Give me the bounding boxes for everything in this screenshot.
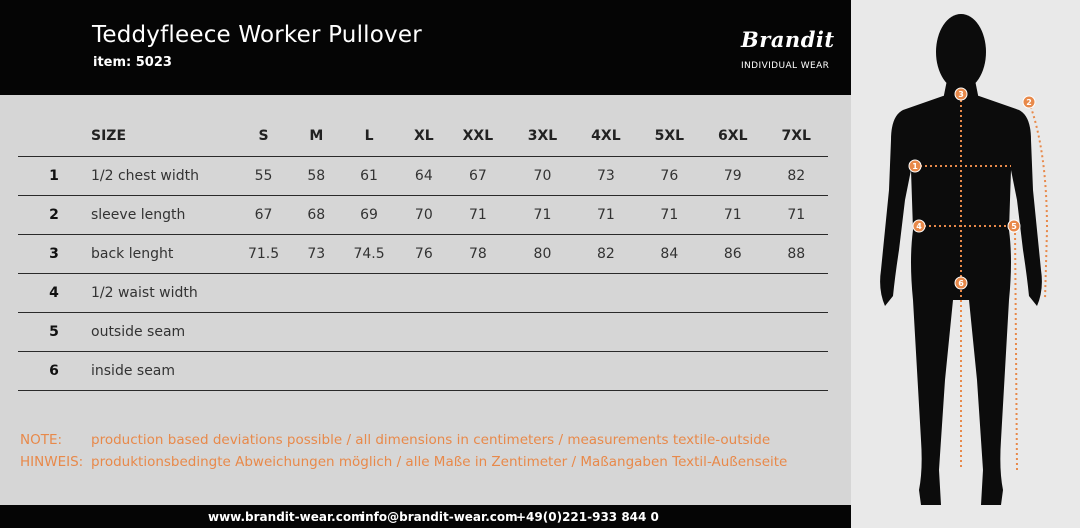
cell [335,351,402,390]
row-label: 1/2 waist width [91,284,198,301]
row-label: outside seam [91,323,186,340]
cell: 71 [596,206,615,223]
note-english [20,432,770,448]
row-number: 2 [49,206,59,223]
cell [403,273,445,312]
cell: 69 [360,206,378,223]
cell [511,351,574,390]
marker-2: 2 [1026,98,1032,107]
cell: 82 [787,167,806,184]
row-label: 1/2 chest width [91,167,199,184]
size-col-7xl: 7XL [781,128,811,145]
table-row [18,195,828,234]
cell [764,312,828,351]
cell: 84 [660,245,679,262]
row-number: 6 [49,362,59,379]
cell [445,351,511,390]
cell: 74.5 [353,245,385,262]
cell [445,273,511,312]
row-number: 3 [49,245,59,262]
cell: 61 [360,167,378,184]
cell: 86 [723,245,742,262]
row-label: back lenght [91,245,174,262]
cell [764,273,828,312]
size-col-m: M [309,128,324,145]
cell [297,351,335,390]
cell [764,351,828,390]
product-title: Teddyfleece Worker Pullover [92,22,422,48]
cell: 76 [660,167,679,184]
cell [335,312,402,351]
cell [297,273,335,312]
size-table [18,117,828,391]
marker-4: 4 [916,222,922,231]
row-number: 5 [49,323,59,340]
cell [230,351,297,390]
note-key: HINWEIS: [20,454,84,470]
brand-tagline: INDIVIDUAL WEAR [741,61,830,71]
cell [701,273,764,312]
cell [403,312,445,351]
cell: 71 [468,206,487,223]
cell: 67 [254,206,273,223]
cell: 71 [660,206,679,223]
row-label: sleeve length [91,206,186,223]
size-col-xl: XL [413,128,434,145]
cell: 71 [723,206,742,223]
size-col-5xl: 5XL [654,128,685,145]
cell: 73 [596,167,615,184]
cell [638,351,701,390]
cell: 55 [254,167,273,184]
row-label: inside seam [91,362,176,379]
cell [511,273,574,312]
note-text: produktionsbedingte Abweichungen möglich / alle Maße in Zentimeter / Maßangaben Textil-Außenseite [91,454,788,470]
cell: 71.5 [247,245,280,262]
cell: 64 [414,167,433,184]
marker-1: 1 [912,162,918,171]
row-number: 4 [49,284,59,301]
size-col-6xl: 6XL [718,128,748,145]
cell: 67 [468,167,487,184]
cell: 70 [414,206,433,223]
cell [445,312,511,351]
cell: 73 [307,245,326,262]
cell [511,312,574,351]
measurement-figure-panel [851,0,1080,528]
note-key: NOTE: [20,432,63,448]
cell: 78 [468,245,487,262]
cell [403,351,445,390]
header-bar [0,0,851,95]
size-col-3xl: 3XL [527,128,558,145]
size-col-s: S [258,128,269,145]
phone-number: +49(0)221-933 844 0 [516,510,659,524]
cell: 82 [596,245,615,262]
cell [574,312,637,351]
cell: 70 [533,167,552,184]
size-col-xxl: XXL [462,128,494,145]
marker-6: 6 [958,279,964,288]
cell [335,273,402,312]
email-link[interactable]: info@brandit-wear.com [361,510,518,524]
note-german [20,454,787,470]
cell [638,273,701,312]
cell [574,273,637,312]
cell [574,351,637,390]
cell [230,273,297,312]
size-header-row [18,117,828,156]
cell: 68 [307,206,326,223]
cell: 80 [533,245,552,262]
size-col-l: L [364,128,374,145]
size-col-4xl: 4XL [591,128,621,145]
cell [701,351,764,390]
size-header-label: SIZE [91,128,127,145]
brand-logo: Brandit [741,27,835,52]
table-row [18,156,828,195]
row-number: 1 [49,167,59,184]
cell: 76 [414,245,433,262]
body-silhouette-icon [851,0,1080,528]
footer-bar [0,505,851,528]
table-row [18,351,828,390]
cell [638,312,701,351]
table-row [18,312,828,351]
cell: 71 [533,206,552,223]
cell [701,312,764,351]
marker-5: 5 [1011,222,1017,231]
item-number: item: 5023 [93,55,172,70]
cell: 58 [307,167,326,184]
cell [230,312,297,351]
table-row [18,234,828,273]
table-row [18,273,828,312]
note-text: production based deviations possible / all dimensions in centimeters / measurements textile-outside [91,432,771,448]
marker-3: 3 [958,90,964,99]
cell: 71 [787,206,806,223]
cell [297,312,335,351]
website-link[interactable]: www.brandit-wear.com [208,510,364,524]
cell: 88 [787,245,806,262]
cell: 79 [723,167,742,184]
